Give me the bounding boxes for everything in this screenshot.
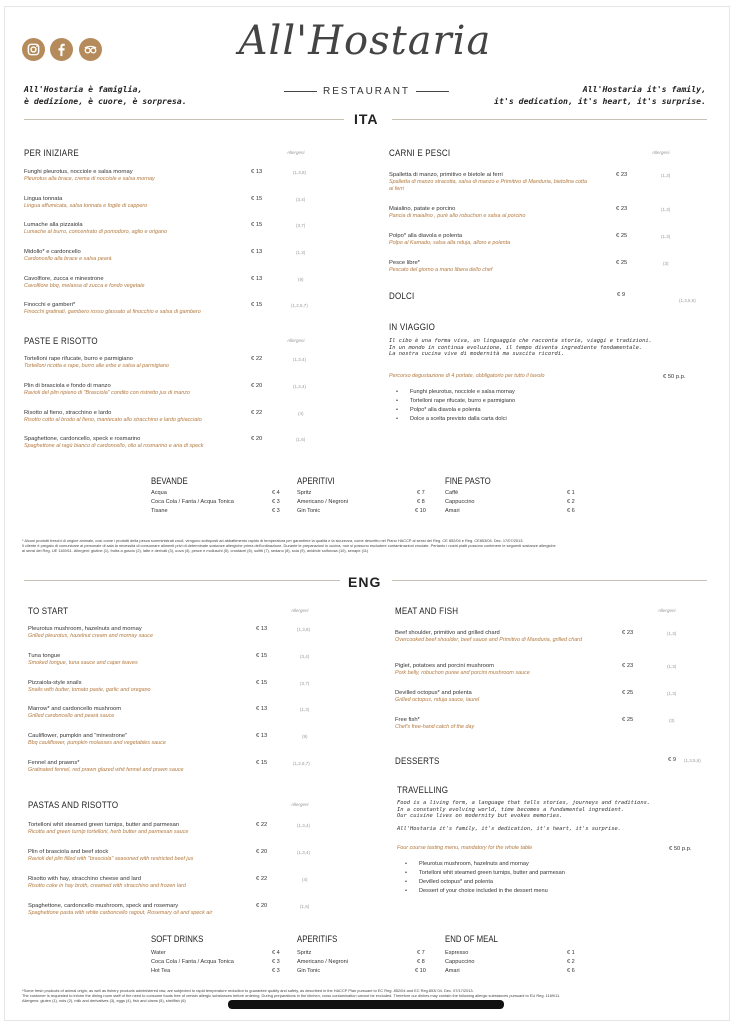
description-line: In un mondo in continua evoluzione, il tempo diventa ingrediente fondamentale. [389,344,643,351]
tasting-item: • Dolce a scelta previsto dalla carta dolci [410,416,507,422]
dish-name: Plin of brasciola and beef stock [28,849,109,855]
divider [392,580,707,581]
dish-price: € 25 [622,717,634,723]
dish-desc: Ravioli del plin filled with "brasciola" seasoned with restricted beef jus [28,856,194,862]
menu-item [28,760,184,774]
dish-desc: Pork belly, robuchon puree and porcini mushroom sauce [395,670,530,676]
instagram-icon[interactable] [22,38,45,61]
menu-item [395,663,530,677]
drink-name: Amari [445,508,460,514]
menu-item [28,822,188,836]
menu-item [24,276,144,290]
footnote-line: Allergens: gluten (1), nuts (2), milk and derivatives (3), eggs (4), fish and clams (5), shellfish (6) [22,998,186,1003]
dish-desc: Spaghettone pasta with white carboncello ragout, Rosemary oil and speck air [28,910,213,916]
dish-desc: Risotto coke in hay broth, creamed with stracchino and frozen lard [28,883,186,889]
dish-allergens: (3,4) [300,654,310,659]
section-aperitivi-title: APERITIVI [297,476,335,487]
menu-item [24,383,190,397]
allergeni-label: Allergeni [287,338,305,343]
section-viaggio-title: IN VIAGGIO [389,322,436,333]
tagline-english [494,83,706,107]
travelling-tagline: All'Hostaria it's family, it's dedication, it's heart, it's surprise. [397,826,621,832]
dish-allergens: (1,2,6,7) [291,303,308,308]
footnote-ita [22,538,556,553]
menu-item [389,206,525,220]
section-travelling-title: TRAVELLING [397,785,449,796]
dish-desc: Lingua affumicata, salsa tonnata e foglie di cappero [24,203,148,209]
dish-desc: Overcooked beef shoulder, beef sauce and Primitivo di Manduria, grilled chard [395,637,582,643]
menu-frame [4,6,730,1021]
dish-price: € 23 [622,663,634,669]
dish-price: € 15 [256,653,268,659]
allergeni-label: Allergeni [291,802,309,807]
dish-allergens: (9) [298,277,304,282]
dish-name: Marrow* and cardoncello mushroom [28,706,122,712]
drink-name: Hot Tea [151,968,171,974]
dish-price: € 15 [256,680,268,686]
dish-allergens: (3) [669,718,675,723]
dish-allergens: (1,3,4) [293,357,307,362]
drink-price: € 1 [567,490,575,496]
dish-price: € 13 [251,249,263,255]
dish-price: € 22 [251,356,263,362]
dish-allergens: (1,3) [661,207,671,212]
dish-desc: Snails with butter, tomato paste, garlic and oregano [28,687,151,693]
drink-name: Tisane [151,508,168,514]
dish-desc: Spalletta di manzo stracotta, salsa di manzo e Primitivo di Manduria, bietolina cotta ai ferri [389,179,588,192]
dish-price: € 9 [617,292,626,298]
menu-item [24,196,147,210]
drink-price: € 3 [272,508,280,514]
dish-allergens: (4) [298,411,304,416]
section-paste-title: PASTE E RISOTTO [24,336,98,347]
tagline-line: All'Hostaria è famiglia, [24,84,143,94]
dish-name: Fennel and prawns* [28,760,80,766]
dish-allergens: (1,3,4) [297,823,311,828]
tasting-note: Percorso degustazione di 4 portate, obbligatorio per tutto il tavolo [389,373,545,379]
drink-price: € 4 [272,490,280,496]
description-line: La nostra cucina vive di modernità ma suscita ricordi. [389,351,565,358]
menu-item [24,249,112,263]
dish-allergens: (1,2,6,7) [293,761,310,766]
drink-name: Water [151,950,166,956]
tagline-line: it's dedication, it's heart, it's surprise. [494,96,706,106]
dish-allergens: (4) [302,877,308,882]
dish-desc: Lumache al burro, concentrato di pomodoro, aglio e origano [24,229,167,235]
menu-item [389,172,589,192]
menu-item [389,233,510,247]
travelling-description [397,800,650,820]
dish-desc: Ricotta and green turnip tortelloni, herb butter and parmesan sauce [28,829,189,835]
drink-name: Spritz [297,490,312,496]
dish-desc: Grilled octopus, nduja sauce, laurel [395,697,480,703]
section-carni-title: CARNI E PESCI [389,148,451,159]
dish-name: Finocchi e gamberi* [24,302,76,308]
dish-desc: Tortelloni ricotta e rape, burro alle erbe e salsa al parmigiano [24,363,169,369]
drink-price: € 7 [417,490,425,496]
dish-name: Spaghettone, cardoncello, speck e rosmarino [24,436,141,442]
drink-price: € 8 [417,499,425,505]
dish-desc: Pescato del giorno a mano libera dello chef [389,267,493,273]
drink-name: Spritz [297,950,312,956]
dish-allergens: (3,4) [296,197,306,202]
dish-price: € 9 [668,757,677,763]
menu-item [395,690,479,704]
dish-name: Funghi pleurotus, nocciole e salsa mornay [24,169,133,175]
dish-desc: Pleurotus alla brace, crema di nocciole e salsa mornay [24,176,155,182]
menu-item [28,733,166,747]
tasting-item: • Polpo* alla diavola e polenta [410,407,481,413]
dish-allergens: (1,3) [661,173,671,178]
dish-desc: Spaghettone al ragù bianco di cardoncello, olio al rosmarino e aria di speck [24,443,204,449]
drink-name: Caffè [445,490,459,496]
dish-price: € 22 [256,876,268,882]
menu-item [24,169,155,183]
dish-allergens: (1,3,8) [297,627,311,632]
menu-item [389,260,492,274]
tasting-item: • Devilled octopus* and polenta [419,879,493,885]
tasting-note: Four course tasting menu, mandatory for the whole table [397,845,533,851]
dish-price: € 20 [256,849,268,855]
drink-price: € 2 [567,499,575,505]
drink-price: € 3 [272,968,280,974]
tasting-price: € 50 p.p. [669,846,692,852]
dish-allergens: (1,6) [300,904,310,909]
dish-allergens: (3) [663,261,669,266]
dish-name: Tortelloni whit steamed green turnips, butter and parmesan [28,822,180,828]
divider [24,580,340,581]
dish-allergens: (1,3) [667,691,677,696]
tasting-item: • Pleurotus mushroom, hazelnuts and mornay [419,861,529,867]
dish-desc: Pancia di maialino , purè allo robuchon e salsa al porcino [389,213,526,219]
menu-item [28,876,186,890]
drink-name: Acqua [151,490,167,496]
tagline-line: è dedizione, è cuore, è sorpresa. [24,96,187,106]
dish-name: Tuna tongue [28,653,61,659]
footnote-line: The customer is requested to inform the dining room staff of the need to consume foods free of certain allergic substances before ordering. During preparations in the kitchen, cross contamination cannot be excluded. Therefore our dishes may contain the following allergic substances pursuant to EU Reg. 1169/11. [22,993,561,998]
dish-name: Midollo* e cardoncello [24,249,81,255]
menu-item [28,680,151,694]
section-eng-title: ENG [348,574,382,590]
dish-price: € 23 [622,630,634,636]
drink-price: € 10 [415,968,426,974]
dish-name: Cauliflower, pumpkin and "minestrone" [28,733,128,739]
menu-item [28,903,212,917]
dish-price: € 25 [622,690,634,696]
tasting-item: • Tortelloni whit steamed green turnips, butter and parmesan [419,870,565,876]
dish-price: € 15 [251,222,263,228]
dish-desc: Cardoncello alla brace e salsa pearà [24,256,112,262]
drink-price: € 6 [567,968,575,974]
section-desserts-title: DESSERTS [395,756,440,767]
dish-name: Devilled octopus* and polenta [395,690,472,696]
dish-name: Polpo* alla diavola e polenta [389,233,463,239]
footnote-line: ai sensi del Reg. UE 1169/11. Allergeni: glutine (1), frutta a guscio (2), latte e derivati (3), uova (4), pesce e molluschi (5), crostacei (6), solfiti (7), sedano (8), soia (9), anidride solforosa (10), senape (11) [22,548,369,553]
menu-item [24,410,202,424]
dish-name: Risotto al fieno, stracchino e lardo [24,410,112,416]
section-ita-title: ITA [354,111,379,127]
dish-name: Spalletta di manzo, primitivo e bietole ai ferri [389,172,503,178]
dish-name: Pesce libre* [389,260,420,266]
dish-price: € 13 [256,626,268,632]
dish-desc: Polpo al Kamado, salsa alla nduja, alloro e polenta [389,240,511,246]
dish-name: Maialino, patate e porcino [389,206,456,212]
dish-name: Piglet, potatoes and porcini mushroom [395,663,494,669]
dish-allergens: (1,3) [667,664,677,669]
drink-price: € 10 [415,508,426,514]
menu-item [28,849,193,863]
dish-price: € 20 [256,903,268,909]
drink-name: Gin Tonic [297,508,321,514]
divider [392,119,707,120]
dish-name: Cavolfiore, zucca e minestrone [24,276,104,282]
menu-item [28,653,138,667]
dish-price: € 13 [256,733,268,739]
redaction-bar [228,1000,504,1009]
section-bevande-title: BEVANDE [151,476,188,487]
dish-allergens: (1,3,8) [293,170,307,175]
dish-desc: Ravioli del plin ripieno di "Brasciola" condito con ristretto jus di manzo [24,390,190,396]
allergeni-label: Allergeni [652,150,670,155]
dish-desc: Grilled cardoncello and pearà sauce [28,713,115,719]
dish-name: Plin di brasciola e fondo di manzo [24,383,111,389]
dish-name: Lingua tonnata [24,196,63,202]
menu-item [395,630,582,644]
dish-allergens: (3,7) [296,223,306,228]
dish-allergens: (1,3,4) [297,850,311,855]
description-line: Food is a living form, a language that tells stories, journeys and traditions. [397,800,651,806]
drink-name: Cappuccino [445,499,475,505]
dish-price: € 15 [251,302,263,308]
description-line: In a constantly evolving world, time becomes a fundamental ingredient. [397,806,625,813]
dish-price: € 15 [251,196,263,202]
drink-name: Coca Cola / Fanta / Acqua Tonica [151,959,234,965]
dish-allergens: (3,7) [300,681,310,686]
dish-price: € 22 [251,410,263,416]
section-dolci-title: DOLCI [389,291,415,302]
dish-desc: Smoked tongue, tuna sauce and caper leaves [28,660,138,666]
drink-name: Americano / Negroni [297,499,348,505]
section-to-start-title: TO START [28,606,69,617]
menu-item [24,436,204,450]
description-line: Our cuisine lives on modernity but evokes memories. [397,813,563,820]
dish-desc: Bbq cauliflower, pumpkin molasses and vegetables sauce [28,740,166,746]
section-fine-pasto-title: FINE PASTO [445,476,491,487]
allergeni-label: Allergeni [658,608,676,613]
dish-price: € 13 [256,706,268,712]
footnote-line: Il cliente è pregato di comunicare al personale di sala la necessità di consumare alimenti privi di determinate sostanze allergiche prima dell'ordinazione. Durante le preparazioni in cucina, non si possono escludere contaminazioni crociate. Pertanto i nostri piatti possono contenere le seguenti sostanze allergiche [22,543,556,548]
tasting-item: • Funghi pleurotus, nocciole e salsa mornay [410,389,515,395]
menu-item [24,302,201,316]
menu-item [28,626,153,640]
dish-price: € 15 [256,760,268,766]
drink-name: Americano / Negroni [297,959,348,965]
drink-price: € 1 [567,950,575,956]
dish-name: Beef shoulder, primitivo and grilled chard [395,630,500,636]
dish-desc: Gratinated fennel, red prawn glazed whit fennel and prawn sauce [28,767,184,773]
dish-allergens: (1,3) [667,631,677,636]
drink-name: Gin Tonic [297,968,321,974]
dish-desc: Grilled pleurotus, hazelnut cream and mornay sauce [28,633,153,639]
dish-price: € 23 [616,206,628,212]
dish-name: Lumache alla pizzaiola [24,222,83,228]
tripadvisor-icon[interactable] [79,38,102,61]
dish-name: Pleurotus mushroom, hazelnuts and mornay [28,626,142,632]
dish-name: Spaghettone, cardoncello mushroom, speck and rosemary [28,903,179,909]
allergeni-label: Allergeni [287,150,305,155]
tasting-price: € 50 p.p. [663,374,686,380]
drink-price: € 2 [567,959,575,965]
section-soft-drinks-title: SOFT DRINKS [151,934,204,945]
divider [24,119,344,120]
dish-allergens: (1,3,5,6) [679,298,696,303]
dish-allergens: (1,3) [661,234,671,239]
viaggio-description [389,338,652,358]
facebook-icon[interactable] [50,38,73,61]
dish-allergens: (1,3) [296,250,306,255]
dish-desc: Finocchi gratinati, gambero rosso glassato al finocchio e salsa di gambero [24,309,201,315]
dish-allergens: (1,3) [300,707,310,712]
section-pastas-title: PASTAS AND RISOTTO [28,800,119,811]
footnote-line: * Alcuni prodotti freschi di origine animale, così come i prodotti della pesca somministrati crudi, vengono sottoposti ad abbattimento rapido di temperatura per garantirne la qualità e la sicurezza, come descritto nel Piano HACCP ai sensi del Reg. CE 852/04 e Reg. CE853/04. Dec. 17/07/2013. [22,538,524,543]
drink-name: Espresso [445,950,469,956]
dish-desc: Cavolfiore bbq, melassa di zucca e fondo vegetale [24,283,145,289]
tasting-item: • Tortelloni rape rifucate, burro e parmigiano [410,398,515,404]
drink-name: Cappuccino [445,959,475,965]
tasting-item: • Dessert of your choice included in the dessert menu [419,888,548,894]
drink-price: € 4 [272,950,280,956]
restaurant-label: RESTAURANT [322,86,411,97]
description-line: Il cibo è una forma viva, un linguaggio che racconta storie, viaggi e tradizioni. [389,338,652,344]
dish-allergens: (1,3,5,6) [684,758,701,763]
dish-price: € 23 [616,172,628,178]
menu-item [24,222,167,236]
drink-price: € 3 [272,499,280,505]
dish-price: € 13 [251,169,263,175]
drink-price: € 7 [417,950,425,956]
dish-price: € 13 [251,276,263,282]
dish-price: € 25 [616,260,628,266]
section-per-iniziare-title: PER INIZIARE [24,148,79,159]
logo-subtitle [284,86,449,97]
drink-price: € 6 [567,508,575,514]
section-aperitifs-title: APERITIFS [297,934,338,945]
drink-name: Coca Cola / Fanta / Acqua Tonica [151,499,234,505]
menu-item [395,717,474,731]
drink-price: € 8 [417,959,425,965]
dish-name: Risotto with hay, stracchino cheese and lard [28,876,141,882]
dish-allergens: (1,6) [296,437,306,442]
menu-item [24,356,169,370]
dish-allergens: (9) [302,734,308,739]
dish-price: € 20 [251,436,263,442]
drink-price: € 3 [272,959,280,965]
dish-price: € 25 [616,233,628,239]
tagline-italian [24,83,187,107]
menu-item [28,706,121,720]
allergeni-label: Allergeni [291,608,309,613]
dish-name: Pizzaiola-style snails [28,680,82,686]
section-meat-title: MEAT AND FISH [395,606,459,617]
dish-name: Free fish* [395,717,420,723]
drink-name: Amari [445,968,460,974]
dish-price: € 20 [251,383,263,389]
footnote-line: *Some fresh products of animal origin, as well as fishery products administered raw, are subjected to rapid temperature reduction to guarantee quality and safety, as described in the HACCP Plan pursuant to EC Reg. 852/04 and EC Reg.853/ 04. Dec. 07/17/2013. [22,988,474,993]
dish-allergens: (1,3,4) [293,384,307,389]
dish-desc: Risotto cotto al brodo al fieno, mantecato allo stracchino e lardo ghiacciato [24,417,202,423]
dish-desc: Chef's free-hand catch of the day [395,724,475,730]
dish-name: Tortelloni rape rifucate, burro e parmigiano [24,356,133,362]
restaurant-logo: All'Hostaria [238,18,492,64]
section-end-of-meal-title: END OF MEAL [445,934,498,945]
dish-price: € 22 [256,822,268,828]
tagline-line: All'Hostaria it's family, [582,84,706,94]
